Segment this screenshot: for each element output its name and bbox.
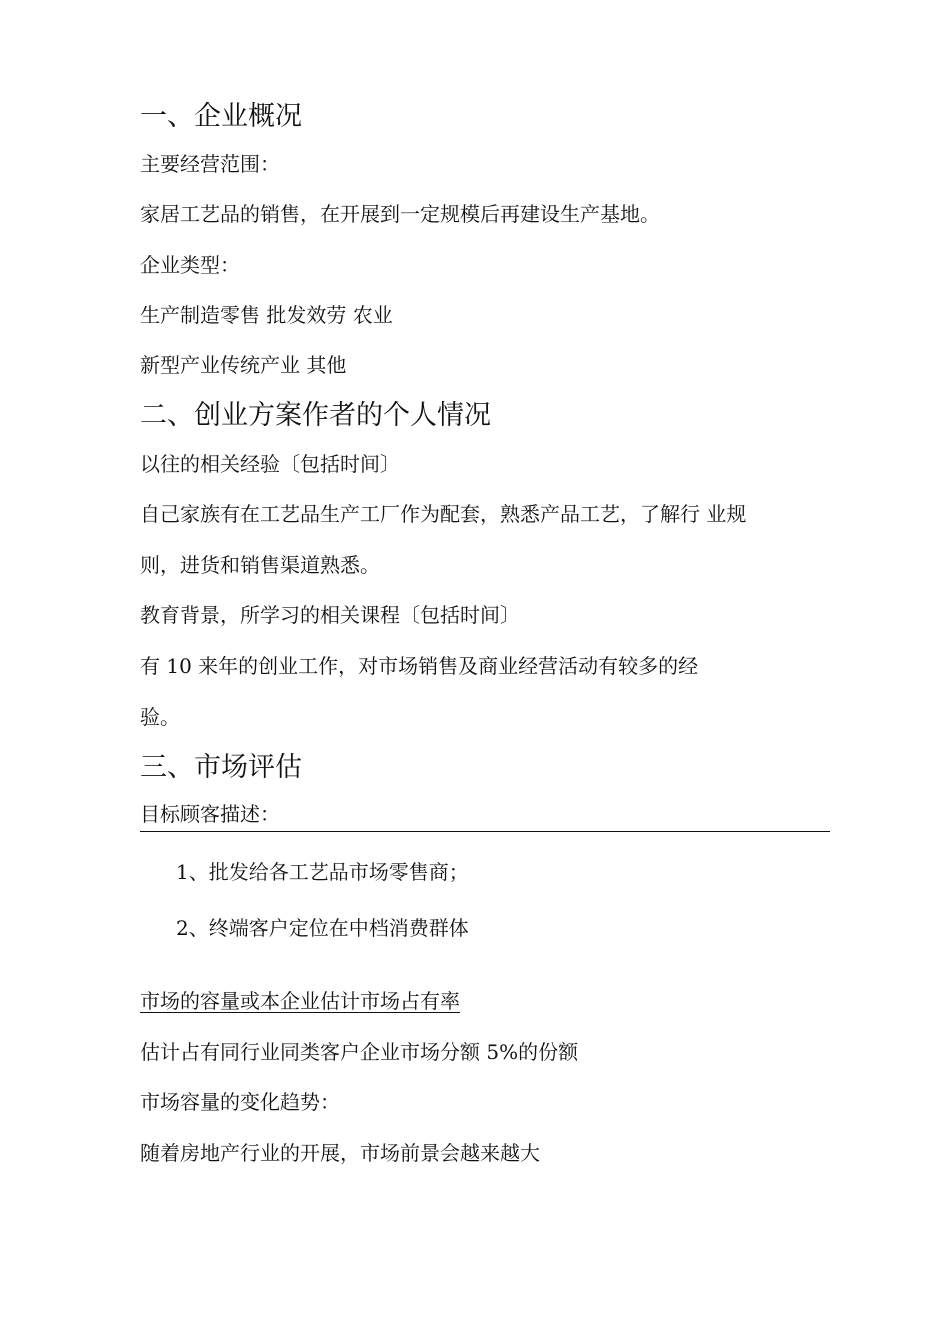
section-2-heading: 二、创业方案作者的个人情况	[140, 400, 491, 431]
market-capacity-label: 市场的容量或本企业估计市场占有率	[140, 989, 460, 1013]
customer-item-1: 1、批发给各工艺品市场零售商；	[176, 860, 469, 884]
business-type-options-1: 生产制造零售 批发效劳 农业	[140, 303, 393, 327]
horizontal-rule	[140, 831, 830, 832]
education-text-line-2: 验。	[140, 705, 180, 729]
section-1-heading: 一、企业概况	[140, 101, 302, 132]
education-text-line-1: 有 10 来年的创业工作，对市场销售及商业经营活动有较多的经	[140, 654, 699, 678]
experience-text-line-2: 则，进货和销售渠道熟悉。	[140, 553, 380, 577]
business-scope-text: 家居工艺品的销售，在开展到一定规模后再建设生产基地。	[140, 202, 660, 226]
business-type-label: 企业类型：	[140, 253, 240, 277]
experience-text-line-1: 自己家族有在工艺品生产工厂作为配套，熟悉产品工艺，了解行 业规	[140, 502, 747, 526]
section-3-heading: 三、市场评估	[140, 752, 302, 783]
customer-item-2: 2、终端客户定位在中档消费群体	[176, 916, 469, 940]
market-capacity-text: 估计占有同行业同类客户企业市场分额 5%的份额	[140, 1040, 579, 1064]
experience-label: 以往的相关经验〔包括时间〕	[140, 452, 400, 476]
market-trend-label: 市场容量的变化趋势：	[140, 1090, 340, 1114]
education-label: 教育背景，所学习的相关课程〔包括时间〕	[140, 603, 520, 627]
business-type-options-2: 新型产业传统产业 其他	[140, 353, 347, 377]
business-scope-label: 主要经营范围：	[140, 152, 280, 176]
target-customer-label: 目标顾客描述：	[140, 802, 280, 826]
market-trend-text: 随着房地产行业的开展，市场前景会越来越大	[140, 1141, 540, 1165]
